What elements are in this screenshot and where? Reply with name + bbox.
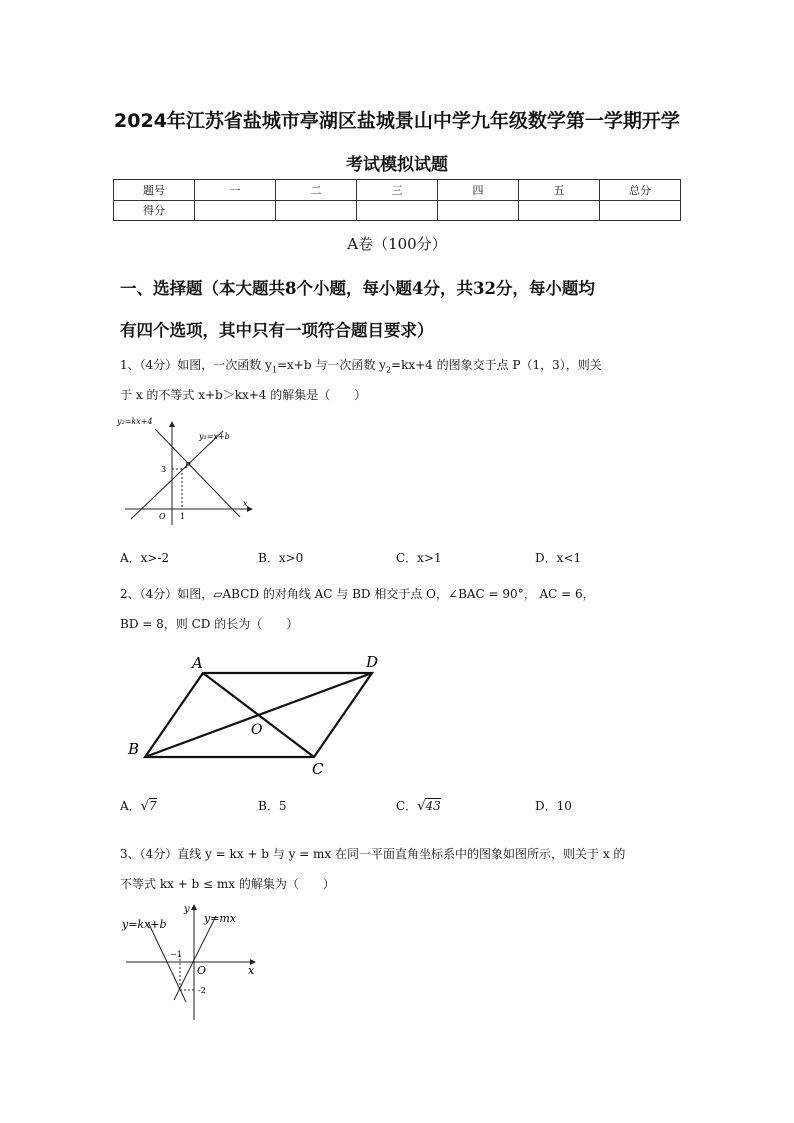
- q3-label-neg1: −1: [170, 950, 182, 959]
- q3-label-y: y: [184, 904, 190, 915]
- score-table: [113, 179, 681, 221]
- q2-label-A: A: [192, 654, 203, 672]
- score-cell: 得分: [114, 200, 195, 221]
- q2-option-b: B．5: [258, 799, 287, 813]
- q3-label-x: x: [248, 964, 255, 977]
- q2-option-d: D．10: [535, 799, 572, 813]
- q3-y-axis-arrow: [191, 904, 197, 910]
- q2-label-B: B: [128, 740, 140, 758]
- q1-y-axis-arrow: [169, 421, 175, 427]
- q3-figure: [118, 900, 263, 1025]
- q1-label-y1: y₁=x+b: [199, 432, 230, 441]
- q3-stem-line2: 不等式 kx + b ≤ mx 的解集为（ ）: [120, 877, 335, 891]
- q2-label-O: O: [251, 722, 263, 738]
- score-cell: 五: [519, 180, 600, 201]
- part1-heading-line2: 有四个选项，其中只有一项符合题目要求）: [120, 321, 434, 340]
- score-table-header-row: [114, 180, 681, 201]
- score-cell: 一: [195, 180, 276, 201]
- q1-line-y1: [131, 431, 223, 519]
- score-cell: 二: [276, 180, 357, 201]
- q3-label-kxb: y=kx+b: [122, 918, 167, 931]
- q1-label-P: P: [185, 461, 191, 470]
- q1-label-O: O: [159, 512, 166, 521]
- q3-label-neg2: -2: [198, 986, 206, 995]
- exam-title-line2: 考试模拟试题: [346, 155, 448, 175]
- q2-label-C: C: [312, 760, 324, 778]
- score-input-cell: [600, 200, 681, 221]
- part1-heading-line1: 一、选择题（本大题共8个小题，每小题4分，共32分，每小题均: [120, 279, 595, 298]
- q1-stem-line2: 于 x 的不等式 x+b＞kx+4 的解集是（ ）: [120, 388, 367, 402]
- score-cell: 总分: [600, 180, 681, 201]
- q3-label-mx: y=mx: [204, 912, 237, 925]
- q2-option-a: A．√7: [120, 799, 157, 814]
- score-cell: 四: [438, 180, 519, 201]
- score-cell: 三: [357, 180, 438, 201]
- q1-figure: [115, 413, 255, 528]
- score-input-cell: [195, 200, 276, 221]
- q1-stem-line1: 1、（4分）如图，一次函数 $y_1=x+b$ 与一次函数 $y_2=kx+4$ 的图象交于点 P（1，3），则关: [120, 358, 602, 375]
- score-input-cell: [357, 200, 438, 221]
- q1-option-c: C．x>1: [396, 551, 442, 565]
- q1-option-a: A．x>-2: [120, 551, 170, 565]
- q2-diagonal-bd: [145, 673, 372, 757]
- q2-option-c: C．√43: [396, 799, 441, 814]
- q1-x-axis-arrow: [247, 506, 253, 512]
- exam-title-line1: 2024年江苏省盐城市亭湖区盐城景山中学九年级数学第一学期开学: [114, 110, 680, 132]
- q1-label-y2: y₂=kx+4: [117, 417, 153, 426]
- section-a-heading: A卷（100分）: [347, 235, 447, 253]
- q1-label-3: 3: [161, 465, 167, 474]
- q2-label-D: D: [366, 653, 379, 671]
- q1-line-y2: [155, 429, 240, 517]
- score-table-score-row: [114, 200, 681, 221]
- score-input-cell: [276, 200, 357, 221]
- q2-parallelogram-figure: [122, 650, 387, 780]
- q1-option-b: B．x>0: [258, 551, 304, 565]
- q2-stem-line2: BD = 8，则 CD 的长为（ ）: [120, 617, 299, 631]
- q1-label-x: x: [243, 499, 248, 508]
- q3-label-O: O: [197, 964, 207, 977]
- q2-stem-line1: 2、（4分）如图，▱ABCD 的对角线 AC 与 BD 相交于点 O，∠BAC = 90°， AC = 6，: [120, 587, 595, 601]
- score-cell: 题号: [114, 180, 195, 201]
- score-input-cell: [438, 200, 519, 221]
- q3-stem-line1: 3、（4分）直线 y = kx + b 与 y = mx 在同一平面直角坐标系中的图象如图所示，则关于 x 的: [120, 847, 626, 861]
- q1-label-1: 1: [180, 512, 186, 521]
- q1-option-d: D．x<1: [535, 551, 582, 565]
- score-input-cell: [519, 200, 600, 221]
